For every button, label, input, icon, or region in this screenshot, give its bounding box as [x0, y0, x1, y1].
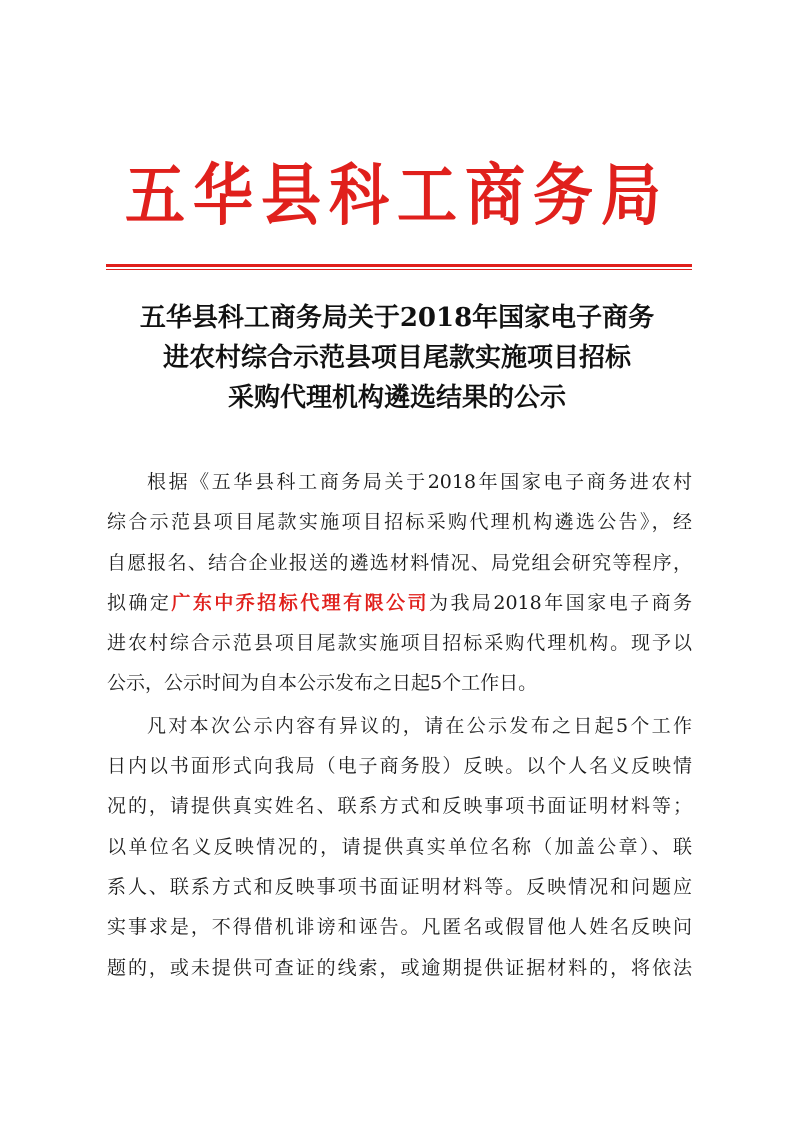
paragraph-1	[107, 462, 692, 704]
title-line-3: 采购代理机构遴选结果的公示	[227, 383, 566, 413]
title-line-1: 五华县科工商务局关于2018年国家电子商务	[139, 303, 655, 333]
body-line: 实事求是，不得借机诽谤和诬告。凡匿名或假冒他人姓名反映问	[107, 916, 692, 939]
body-line: 凡对本次公示内容有异议的，请在公示发布之日起5个工作	[147, 714, 692, 737]
letterhead-red-rule-thin	[106, 269, 692, 270]
body-line: 况的，请提供真实姓名、联系方式和反映事项书面证明材料等；	[107, 795, 692, 818]
letterhead-org-name: 五华县科工商务局	[125, 156, 669, 236]
body-line: 系人、联系方式和反映事项书面证明材料等。反映情况和问题应	[107, 875, 692, 898]
body-line: 日内以书面形式向我局（电子商务股）反映。以个人名义反映情	[107, 755, 692, 778]
body-line-with-company	[107, 583, 692, 623]
selected-company-name: 广东中乔招标代理有限公司	[171, 591, 429, 614]
document-body	[107, 462, 692, 990]
body-text-segment: 拟确定	[107, 591, 172, 614]
body-line: 以单位名义反映情况的，请提供真实单位名称（加盖公章）、联	[107, 835, 692, 858]
body-text-segment: 为我局2018年国家电子商务	[428, 591, 692, 614]
document-title	[100, 298, 694, 418]
body-line: 综合示范县项目尾款实施项目招标采购代理机构遴选公告》，经	[107, 511, 692, 534]
body-line: 题的，或未提供可查证的线索，或逾期提供证据材料的，将依法	[107, 956, 692, 979]
body-line: 公示，公示时间为自本公示发布之日起5个工作日。	[107, 672, 538, 695]
letterhead-red-rule	[106, 264, 692, 267]
body-line: 自愿报名、结合企业报送的遴选材料情况、局党组会研究等程序，	[107, 551, 692, 574]
body-line: 根据《五华县科工商务局关于2018年国家电子商务进农村	[147, 471, 692, 493]
title-line-2: 进农村综合示范县项目尾款实施项目招标	[162, 343, 631, 373]
body-line: 进农村综合示范县项目尾款实施项目招标采购代理机构。现予以	[107, 632, 692, 655]
paragraph-2	[107, 706, 692, 988]
